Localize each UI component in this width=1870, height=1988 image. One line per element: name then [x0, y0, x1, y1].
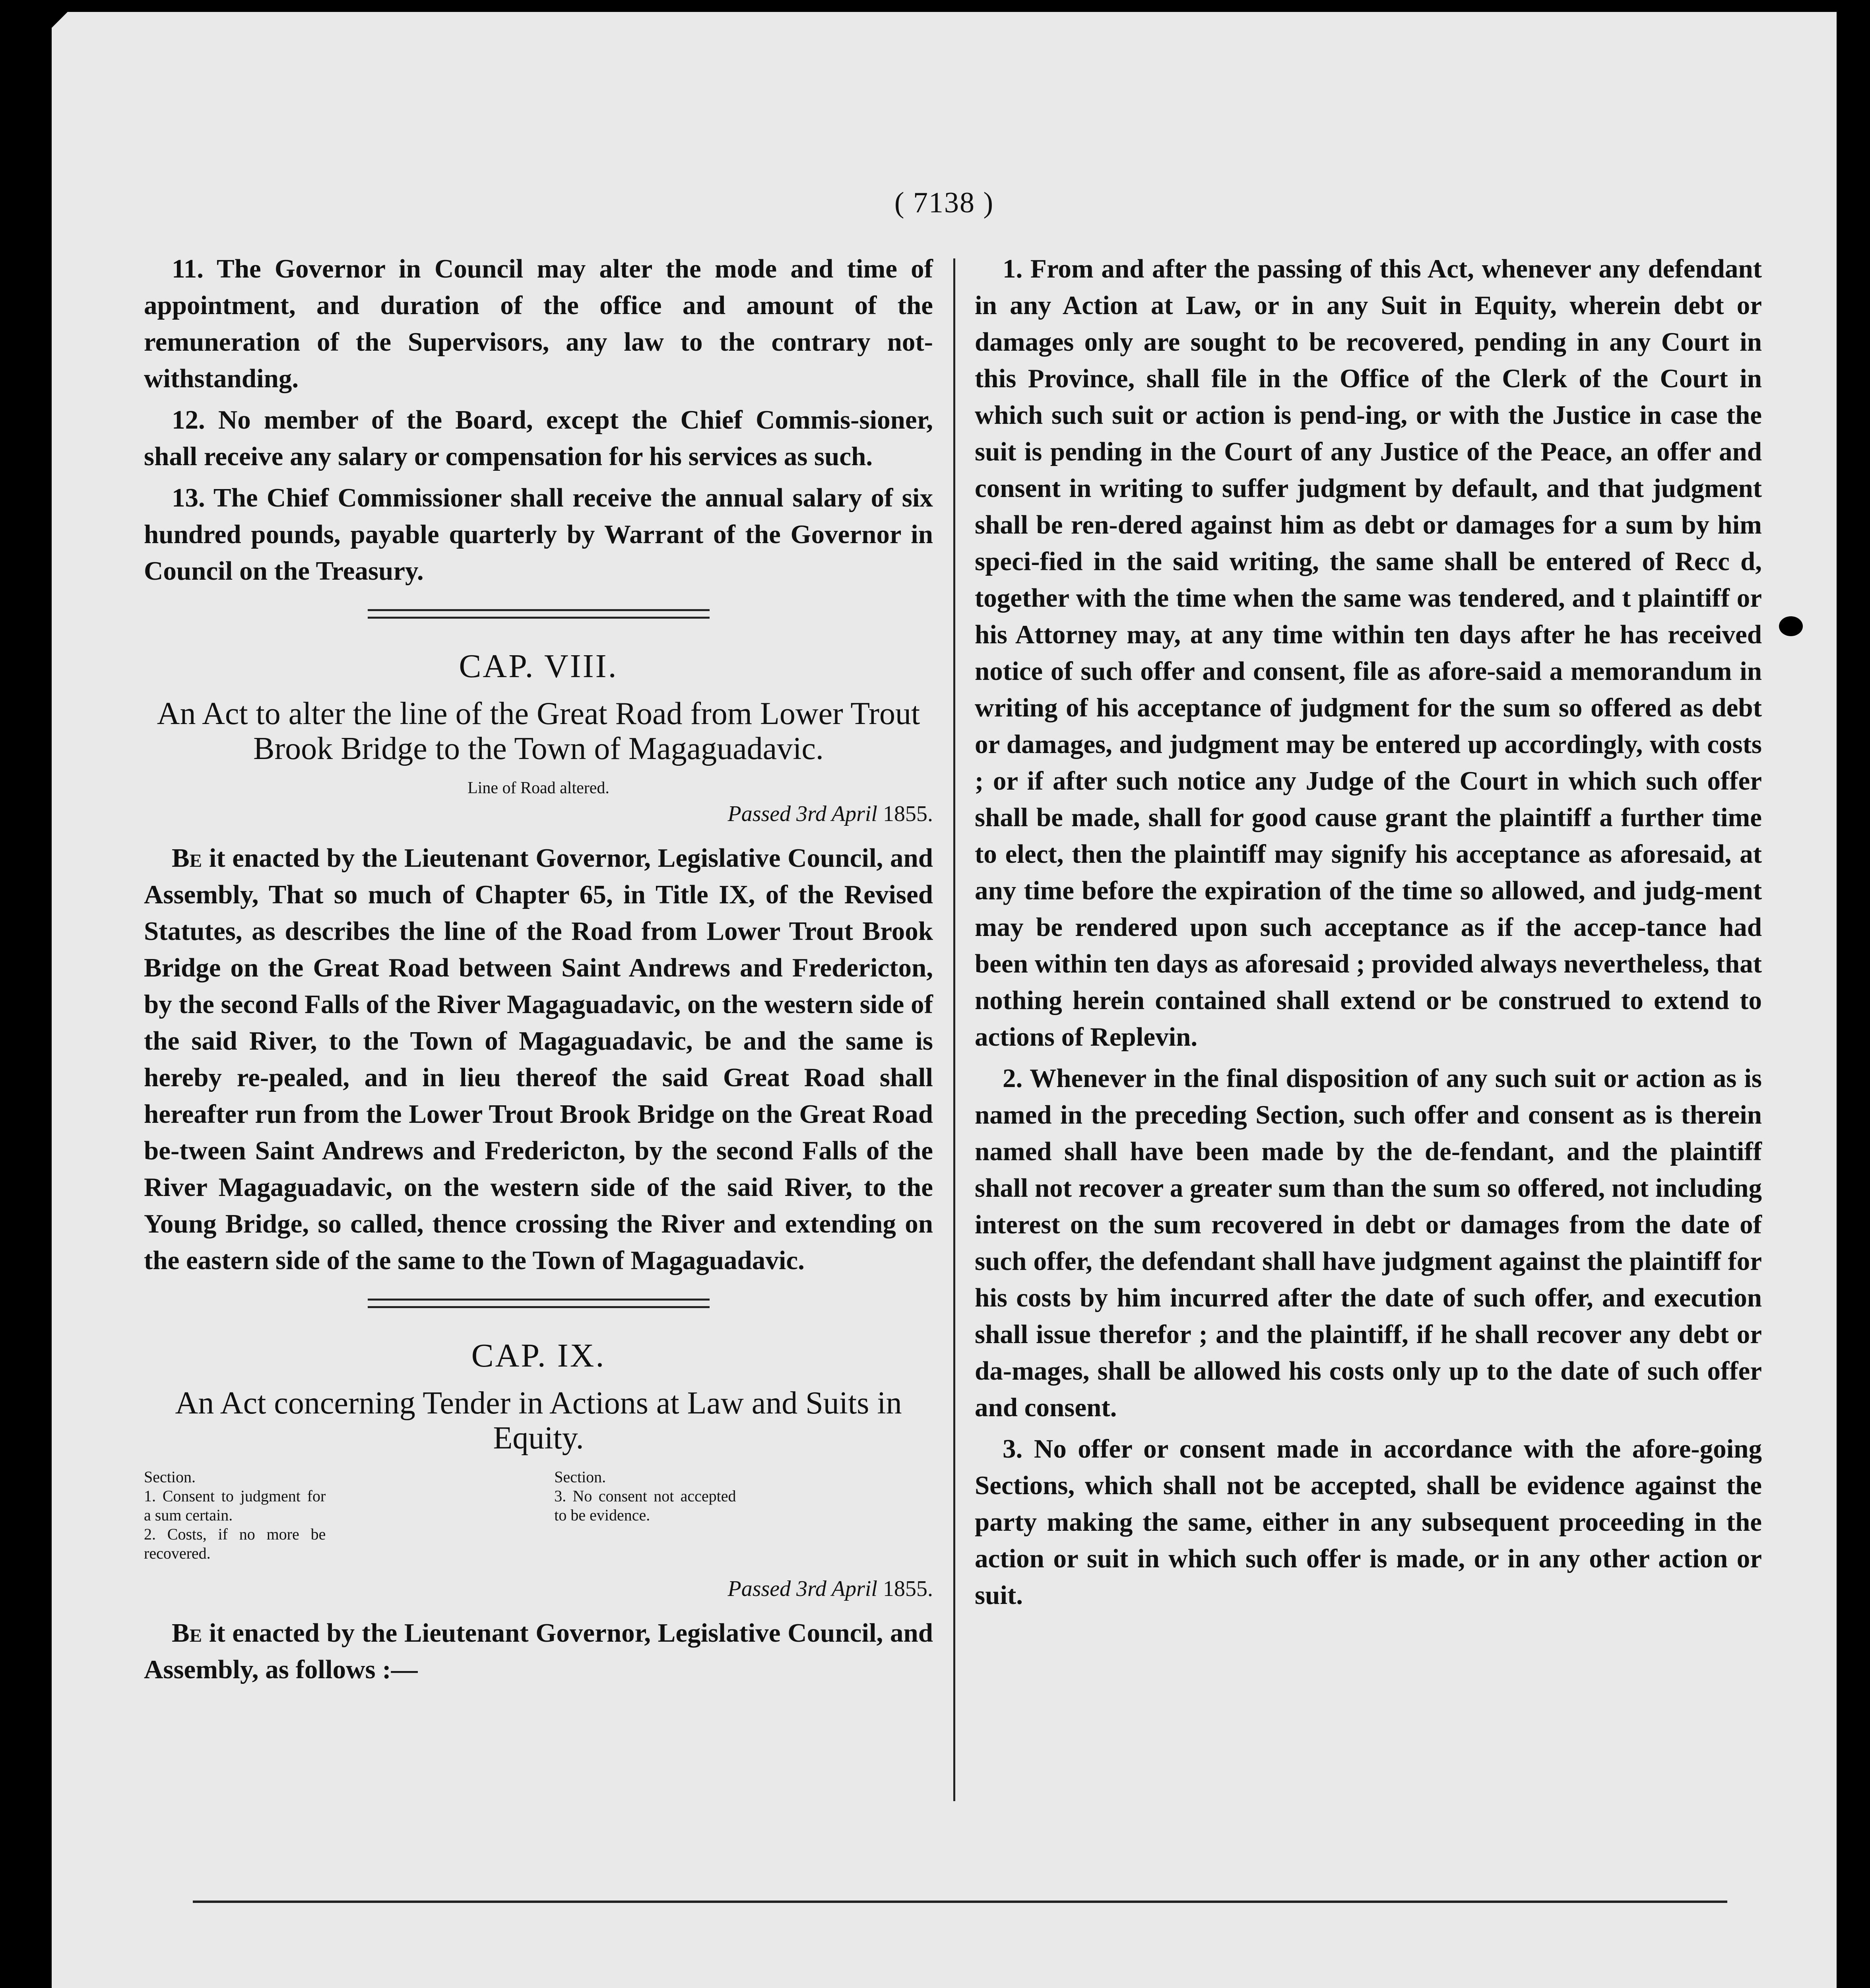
section-11: 11. The Governor in Council may alter the mode and time of appointment, and duration of the office and amount of the remuneration of the Supervisors, any law to the contrary not-withstanding. — [144, 254, 933, 393]
section-index-right: Section. 3. No consent not accepted to be evidence. — [554, 1468, 736, 1524]
section-index-left: Section. 1. Consent to judgment for a sum certain. 2. Costs, if no more be recovered. — [144, 1468, 326, 1562]
section-12: 12. No member of the Board, except the Chief Commis-sioner, shall receive any salary or compensation for his services as such. — [144, 405, 933, 471]
left-column — [144, 250, 933, 1693]
cap-9-section-index — [144, 1468, 933, 1563]
double-rule-divider — [368, 1299, 710, 1308]
cap-9-passed-date: Passed 3rd April 1855. — [727, 1576, 933, 1601]
section-13: 13. The Chief Commissioner shall receive the annual salary of six hundred pounds, payable quarterly by Warrant of the Governor in Council on the Treasury. — [144, 483, 933, 586]
cap-9-section-1: 1. From and after the passing of this Act, whenever any defendant in any Action at Law, or in any Suit in Equity, wherein debt or damages only are sought to be recovered, pending in any Court in this Province, shall file in the Office of the Clerk of the Court in which such suit or action is pend-ing, or with the Justice in case the suit is pending in the Court of any Justice of the Peace, an offer and consent in writing to suffer judgment by default, and that judgment shall be ren-dered against him as debt or damages for a sum by him speci-fied in the said writing, the same shall be entered of Recc d, together with the time when the same was tendered, and t plaintiff or his Attorney may, at any time within ten days after he has received notice of such offer and consent, file as afore-said a memorandum in writing of his acceptance of judgment for the sum so offered as debt or damages, and judgment may be entered up accordingly, with costs ; or if after such notice any Judge of the Court in which such offer shall be made, shall for good cause grant the plaintiff a further time to elect, then the plaintiff may signify his acceptance as aforesaid, at any time before the expiration of the time so allowed, and judg-ment may be rendered upon such acceptance as if the accep-tance had been within ten days as aforesaid ; provided always nevertheless, that nothing herein contained shall extend or be construed to extend to actions of Replevin. — [975, 254, 1762, 1052]
page-number: ( 7138 ) — [894, 186, 994, 219]
document-page — [52, 12, 1837, 1988]
footer-rule — [193, 1901, 1727, 1903]
cap-9-title: An Act concerning Tender in Actions at Law and Suits in Equity. — [175, 1386, 902, 1456]
ink-blot — [1779, 616, 1803, 636]
cap-8-title: An Act to alter the line of the Great Road from Lower Trout Brook Bridge to the Town of Magaguadavic. — [157, 696, 920, 766]
folded-corner — [52, 12, 68, 28]
column-divider — [953, 258, 955, 1801]
cap-9-section-3: 3. No offer or consent made in accordance with the afore-going Sections, which shall not be accepted, shall be evidence against the party making the same, either in any subsequent proceeding in the action or suit in which such offer is made, or in any other action or suit. — [975, 1434, 1762, 1610]
double-rule-divider — [368, 609, 710, 619]
cap-8-enactment: Be it enacted by the Lieutenant Governor, Legislative Council, and Assembly, That so much of Chapter 65, in Title IX, of the Revised Statutes, as describes the line of the Road from Lower Trout Brook Bridge on the Great Road between Saint Andrews and Fredericton, by the second Falls of the River Magaguadavic, on the western side of the said River, to the Town of Magaguadavic, be and the same is hereby re-pealed, and in lieu thereof the said Great Road shall hereafter run from the Lower Trout Brook Bridge on the Great Road be-tween Saint Andrews and Fredericton, by the second Falls of the River Magaguadavic, on the western side of the said River, to the Young Bridge, so called, thence crossing the River and extending on the eastern side of the same to the Town of Magaguadavic. — [144, 843, 933, 1275]
cap-9-section-2: 2. Whenever in the final disposition of any such suit or action as is named in the preceding Section, such offer and consent as is therein named shall have been made by the de-fendant, and the plaintiff shall not recover a greater sum than the sum so offered, not including interest on the sum recovered in debt or damages from the date of such offer, the defendant shall have judgment against the plaintiff for his costs by him incurred after the date of such offer, and execution shall issue therefor ; and the plaintiff, if he shall recover any debt or da-mages, shall be allowed his costs only up to the date of such offer and consent. — [975, 1064, 1762, 1422]
cap-9-heading: CAP. IX. — [471, 1337, 606, 1374]
cap-8-marginal-note: Line of Road altered. — [468, 779, 609, 797]
cap-8-heading: CAP. VIII. — [459, 648, 618, 685]
cap-8-passed-date: Passed 3rd April 1855. — [727, 802, 933, 826]
right-column — [975, 250, 1762, 1618]
cap-9-enactment: Be it enacted by the Lieutenant Governor, Legislative Council, and Assembly, as follows :— — [144, 1618, 933, 1684]
